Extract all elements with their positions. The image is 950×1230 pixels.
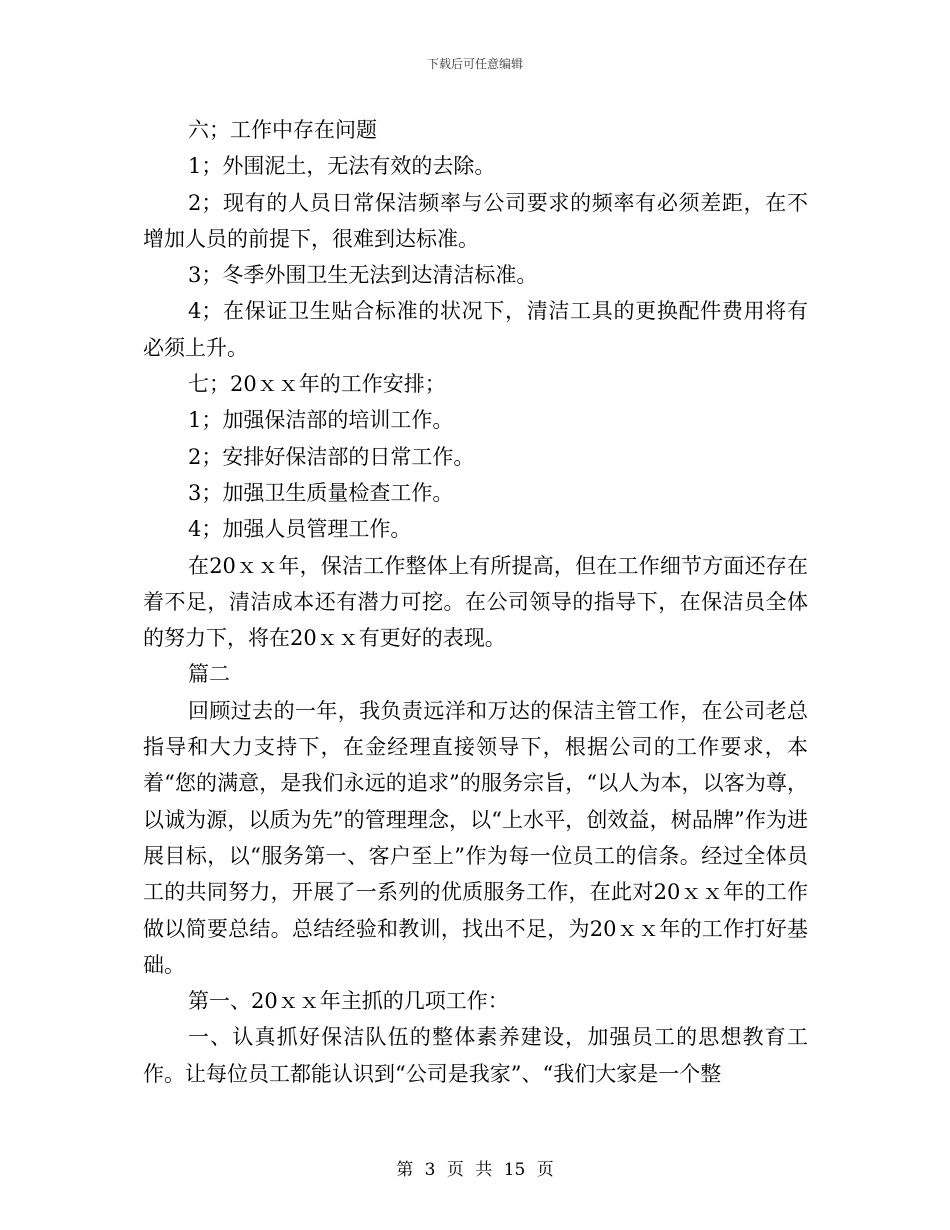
section-heading: 第一、20ｘｘ年主抓的几项工作： [188, 989, 509, 1014]
list-item: 3；加强卫生质量检查工作。 [188, 480, 454, 505]
document-body [143, 112, 808, 1092]
body-paragraph: 一、认真抓好保洁队伍的整体素养建设，加强员工的思想教育工作。让每位员工都能认识到“公司是我家”、“我们大家是一个整 [143, 1025, 808, 1086]
section-heading: 六；工作中存在问题 [188, 118, 377, 142]
list-item: 1；外围泥土，无法有效的去除。 [188, 154, 496, 179]
list-item: 3；冬季外围卫生无法到达清洁标准。 [188, 263, 538, 288]
body-paragraph: 回顾过去的一年，我负责远洋和万达的保洁主管工作，在公司老总指导和大力支持下，在金经理直接领导下，根据公司的工作要求，本着“您的满意，是我们永远的追求”的服务宗旨，“以人为本，以客为尊，以诚为源，以质为先”的管理理念，以“上水平，创效益，树品牌”作为进展目标，以“服务第一、客户至上”作为每一位员工的信条。经过全体员工的共同努力，开展了一系列的优质服务工作，在此对20ｘｘ年的工作做以简要总结。总结经验和教训，找出不足，为20ｘｘ年的工作打好基础。 [143, 698, 808, 977]
list-item: 4；在保证卫生贴合标准的状况下，清洁工具的更换配件费用将有必须上升。 [143, 299, 808, 360]
section-heading: 七；20ｘｘ年的工作安排； [188, 372, 446, 397]
section-heading: 篇二 [188, 662, 230, 687]
list-item: 1；加强保洁部的培训工作。 [188, 408, 454, 433]
list-item: 2；安排好保洁部的日常工作。 [188, 444, 475, 469]
page-header: 下载后可任意编辑 [426, 57, 523, 71]
body-paragraph: 在20ｘｘ年，保洁工作整体上有所提高，但在工作细节方面还存在着不足，清洁成本还有潜力可挖。在公司领导的指导下，在保洁员全体的努力下，将在20ｘｘ有更好的表现。 [143, 553, 808, 651]
page-footer: 第 3 页 共 15 页 [396, 1160, 554, 1180]
list-item: 2；现有的人员日常保洁频率与公司要求的频率有必须差距，在不增加人员的前提下，很难到达标准。 [143, 190, 808, 251]
list-item: 4；加强人员管理工作。 [188, 517, 412, 542]
